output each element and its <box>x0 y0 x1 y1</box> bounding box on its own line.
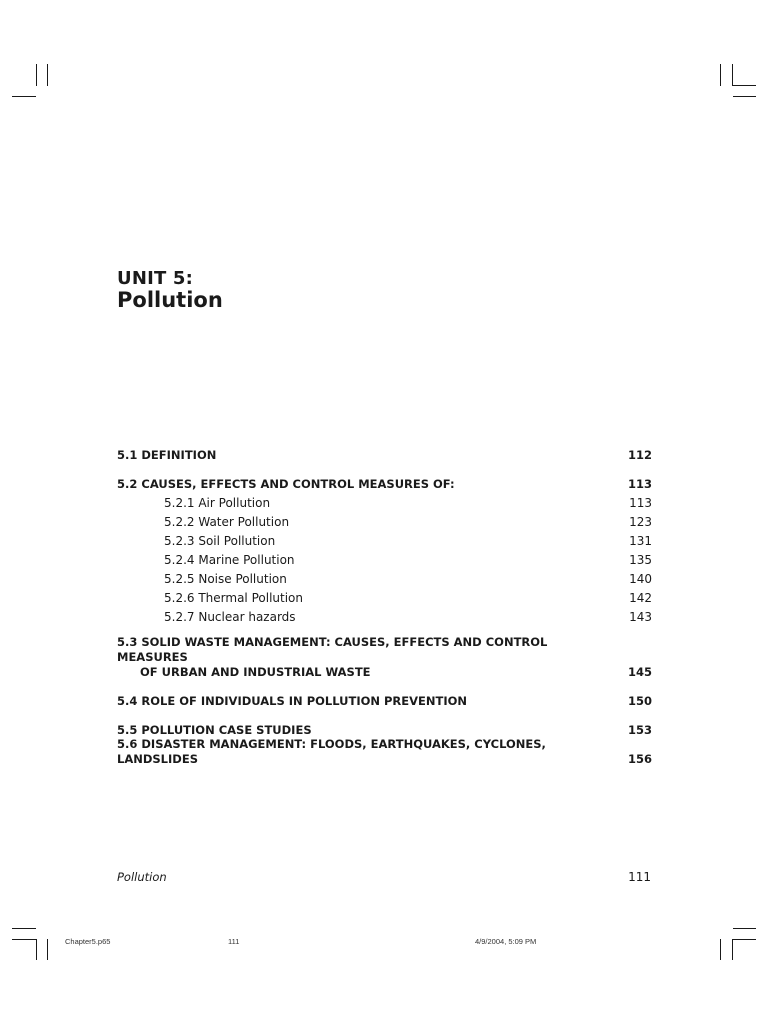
toc-entry-title: 5.1 DEFINITION <box>117 448 217 462</box>
toc-entry-title: 5.2.3 Soil Pollution <box>164 534 276 548</box>
table-of-contents <box>117 444 652 767</box>
toc-entry-page: 135 <box>629 553 652 567</box>
toc-entry-page: 131 <box>629 534 652 548</box>
toc-entry-5-4[interactable] <box>117 690 652 709</box>
toc-entry-page: 150 <box>627 694 652 708</box>
toc-entry-title: 5.4 ROLE OF INDIVIDUALS IN POLLUTION PREVENTION <box>117 694 468 708</box>
slug-timestamp: 4/9/2004, 5:09 PM <box>475 937 537 946</box>
toc-entry-page: 140 <box>629 572 652 586</box>
crop-mark-bottom-right-v1 <box>720 939 721 960</box>
toc-entry-title-continued: OF URBAN AND INDUSTRIAL WASTE <box>140 665 371 679</box>
crop-mark-bottom-right-h2 <box>732 939 756 940</box>
toc-entry-title: 5.5 POLLUTION CASE STUDIES <box>117 723 312 737</box>
toc-entry-title: 5.2.2 Water Pollution <box>164 515 290 529</box>
toc-entry-5-3[interactable] <box>117 635 652 680</box>
toc-entry-5-2-1[interactable] <box>117 492 652 511</box>
toc-entry-page: 113 <box>627 477 652 491</box>
crop-mark-top-right-v2 <box>732 64 733 86</box>
toc-entry-5-2-4[interactable] <box>117 549 652 568</box>
toc-entry-title: 5.2.6 Thermal Pollution <box>164 591 303 605</box>
toc-entry-5-6[interactable] <box>117 737 652 767</box>
crop-mark-top-left-v2 <box>47 64 48 86</box>
toc-entry-page: 145 <box>627 665 652 679</box>
crop-mark-bottom-right-v2 <box>732 939 733 960</box>
toc-entry-page: 113 <box>629 496 652 510</box>
toc-entry-5-2[interactable] <box>117 473 652 492</box>
crop-mark-top-right-h2 <box>732 85 756 86</box>
crop-mark-bottom-left-h2 <box>12 939 36 940</box>
crop-mark-top-right-v1 <box>720 64 721 86</box>
toc-entry-page: 153 <box>627 723 652 737</box>
toc-entry-title: 5.2.5 Noise Pollution <box>164 572 287 586</box>
toc-entry-page: 143 <box>629 610 652 624</box>
crop-mark-top-left-h <box>12 96 36 97</box>
toc-entry-5-2-3[interactable] <box>117 530 652 549</box>
unit-title: Pollution <box>117 288 223 312</box>
toc-entry-title-multiline <box>117 635 622 680</box>
crop-mark-bottom-left-h <box>12 928 36 929</box>
crop-mark-top-left-v1 <box>36 64 37 86</box>
toc-entry-5-2-6[interactable] <box>117 587 652 606</box>
slug-page: 111 <box>228 937 240 946</box>
slug-filename: Chapter5.p65 <box>65 937 111 946</box>
crop-mark-bottom-left-v2 <box>47 939 48 960</box>
crop-mark-bottom-right-h <box>733 928 756 929</box>
toc-entry-title: 5.2.7 Nuclear hazards <box>164 610 296 624</box>
crop-mark-top-right-h <box>733 96 756 97</box>
footer-page-number: 111 <box>628 870 651 884</box>
toc-entry-5-2-2[interactable] <box>117 511 652 530</box>
toc-entry-page: 123 <box>629 515 652 529</box>
toc-entry-title: 5.2 CAUSES, EFFECTS AND CONTROL MEASURES OF: <box>117 477 455 491</box>
toc-entry-title: 5.3 SOLID WASTE MANAGEMENT: CAUSES, EFFECTS AND CONTROL MEASURES <box>117 635 548 664</box>
toc-entry-page: 156 <box>627 752 652 766</box>
toc-entry-title: 5.2.4 Marine Pollution <box>164 553 295 567</box>
toc-entry-5-5[interactable] <box>117 719 652 738</box>
toc-entry-page: 142 <box>629 591 652 605</box>
toc-entry-5-2-5[interactable] <box>117 568 652 587</box>
toc-entry-5-1[interactable] <box>117 444 652 463</box>
crop-mark-bottom-left-v1 <box>36 939 37 960</box>
unit-number-label: UNIT 5: <box>117 268 194 289</box>
toc-entry-title: 5.2.1 Air Pollution <box>164 496 271 510</box>
toc-entry-page: 112 <box>627 448 652 462</box>
toc-entry-title: 5.6 DISASTER MANAGEMENT: FLOODS, EARTHQUAKES, CYCLONES, LANDSLIDES <box>117 737 546 766</box>
toc-entry-5-2-7[interactable] <box>117 606 652 625</box>
footer-section-title: Pollution <box>117 870 167 884</box>
